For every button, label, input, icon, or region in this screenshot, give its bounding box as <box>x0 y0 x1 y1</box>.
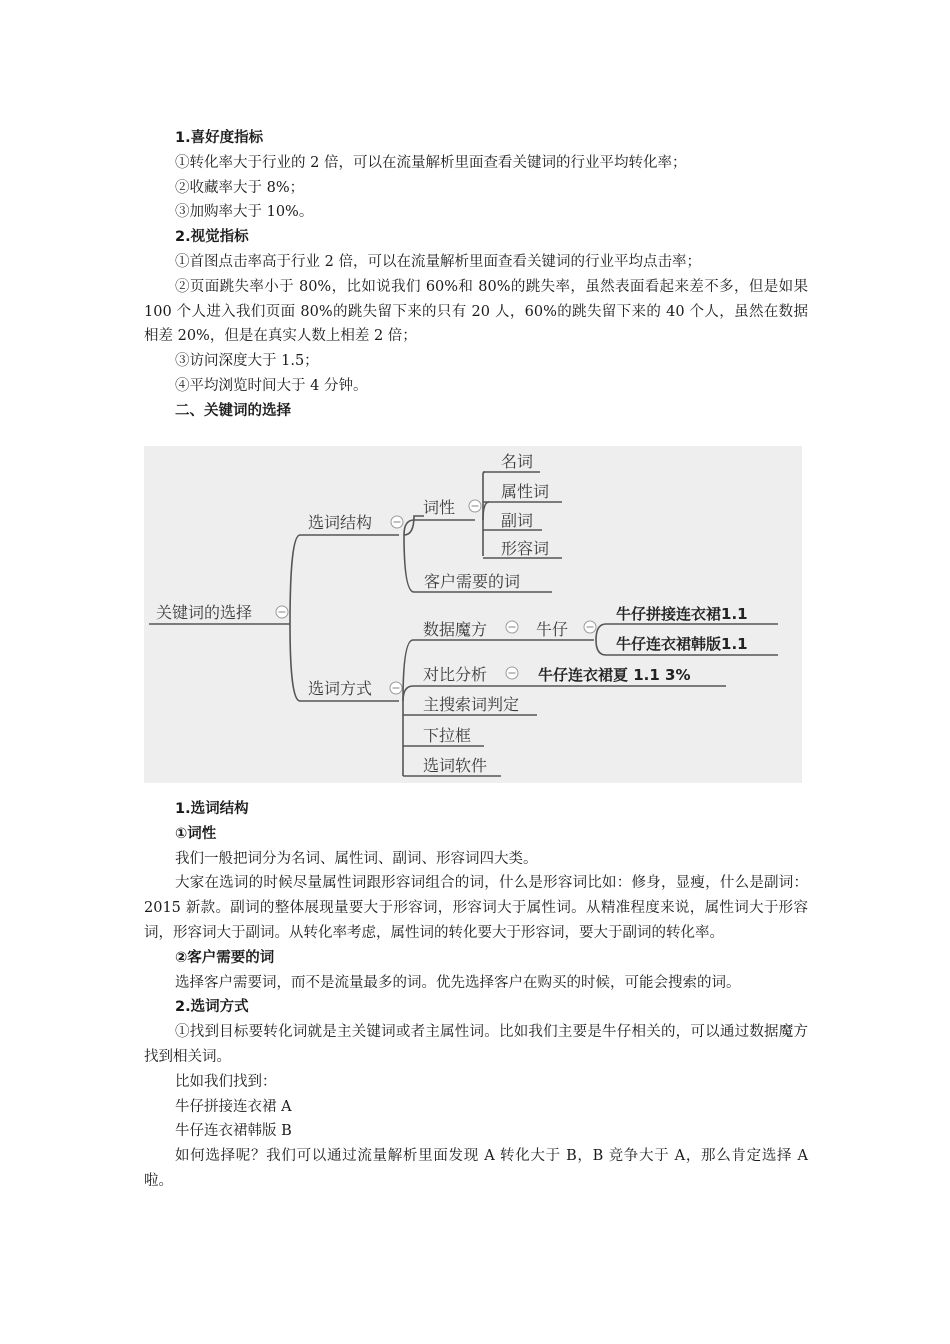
collapse-icon[interactable] <box>469 500 481 512</box>
node-noun: 名词 <box>501 452 534 471</box>
intro-section <box>144 126 808 424</box>
collapse-icon[interactable] <box>276 606 288 618</box>
text-line: ①首图点击率高于行业 2 倍，可以在流量解析里面查看关键词的行业平均点击率； <box>175 253 701 270</box>
text-line: ③加购率大于 10%。 <box>175 204 314 221</box>
mindmap-diagram <box>144 446 802 783</box>
text-line: ③访问深度大于 1.5； <box>175 353 319 370</box>
text-paragraph: 如何选择呢？我们可以通过流量解析里面发现 A 转化大于 B，B 竞争大于 A，那么肯定选择 A 啦。 <box>144 1148 808 1189</box>
text-line: 牛仔连衣裙韩版 B <box>175 1123 292 1140</box>
node-kw2: 牛仔连衣裙韩版1.1 <box>616 635 748 653</box>
mindmap-root: 关键词的选择 <box>156 603 253 622</box>
collapse-icon[interactable] <box>506 667 518 679</box>
heading-customer: ②客户需要的词 <box>175 949 275 966</box>
node-denim: 牛仔 <box>536 620 569 639</box>
node-adj: 形容词 <box>501 539 550 558</box>
text-paragraph: ①找到目标要转化词就是主关键词或者主属性词。比如我们主要是牛仔相关的，可以通过数据魔方找到相关词。 <box>144 1024 808 1065</box>
node-kw1: 牛仔拼接连衣裙1.1 <box>616 605 748 623</box>
text-line: ①转化率大于行业的 2 倍，可以在流量解析里面查看关键词的行业平均转化率； <box>175 154 687 171</box>
heading-structure: 1.选词结构 <box>175 801 249 817</box>
heading-method: 2.选词方式 <box>175 999 249 1016</box>
node-kw3: 牛仔连衣裙夏 1.1 3% <box>538 666 691 684</box>
text-paragraph: 选择客户需要词，而不是流量最多的词。优先选择客户在购买的时候，可能会搜索的词。 <box>175 974 741 991</box>
heading-pos: ①词性 <box>175 825 217 842</box>
text-line: 牛仔拼接连衣裙 A <box>175 1098 292 1115</box>
node-software: 选词软件 <box>423 756 488 775</box>
collapse-icon[interactable] <box>390 682 402 694</box>
node-structure: 选词结构 <box>308 513 373 532</box>
text-line: 比如我们找到： <box>175 1073 277 1090</box>
node-customer: 客户需要的词 <box>424 572 521 591</box>
node-method: 选词方式 <box>308 679 373 698</box>
text-line: ④平均浏览时间大于 4 分钟。 <box>175 377 368 394</box>
heading-preference: 1.喜好度指标 <box>175 130 264 146</box>
text-paragraph: ②页面跳失率小于 80%，比如说我们 60%和 80%的跳失率，虽然表面看起来差不多，但是如果 100 个人进入我们页面 80%的跳失留下来的只有 20 人，60%的跳失留下来的 40 个人，虽然在数据相差 20%，但是在真实人数上相差 2 倍； <box>144 278 808 345</box>
node-main: 主搜索词判定 <box>423 695 520 714</box>
heading-visual: 2.视觉指标 <box>175 229 249 246</box>
collapse-icon[interactable] <box>506 621 518 633</box>
text-line: 我们一般把词分为名词、属性词、副词、形容词四大类。 <box>175 850 538 867</box>
node-attr: 属性词 <box>501 482 550 501</box>
node-adverb: 副词 <box>501 511 534 530</box>
text-paragraph: 大家在选词的时候尽量属性词跟形容词组合的词，什么是形容词比如：修身，显瘦，什么是副词：2015 新款。副词的整体展现量要大于形容词，形容词大于属性词。从精准程度来说，属性词大于形容词，形容词大于副词。从转化率考虑，属性词的转化要大于形容词，要大于副词的转化率。 <box>144 875 808 941</box>
node-compare: 对比分析 <box>423 665 488 684</box>
selection-section <box>144 797 808 1194</box>
node-magic: 数据魔方 <box>423 620 488 639</box>
collapse-icon[interactable] <box>391 516 403 528</box>
node-dropdown: 下拉框 <box>423 726 472 745</box>
collapse-icon[interactable] <box>584 621 596 633</box>
node-pos: 词性 <box>423 498 456 517</box>
heading-keyword-selection: 二、关键词的选择 <box>175 402 291 419</box>
text-line: ②收藏率大于 8%； <box>175 179 305 196</box>
